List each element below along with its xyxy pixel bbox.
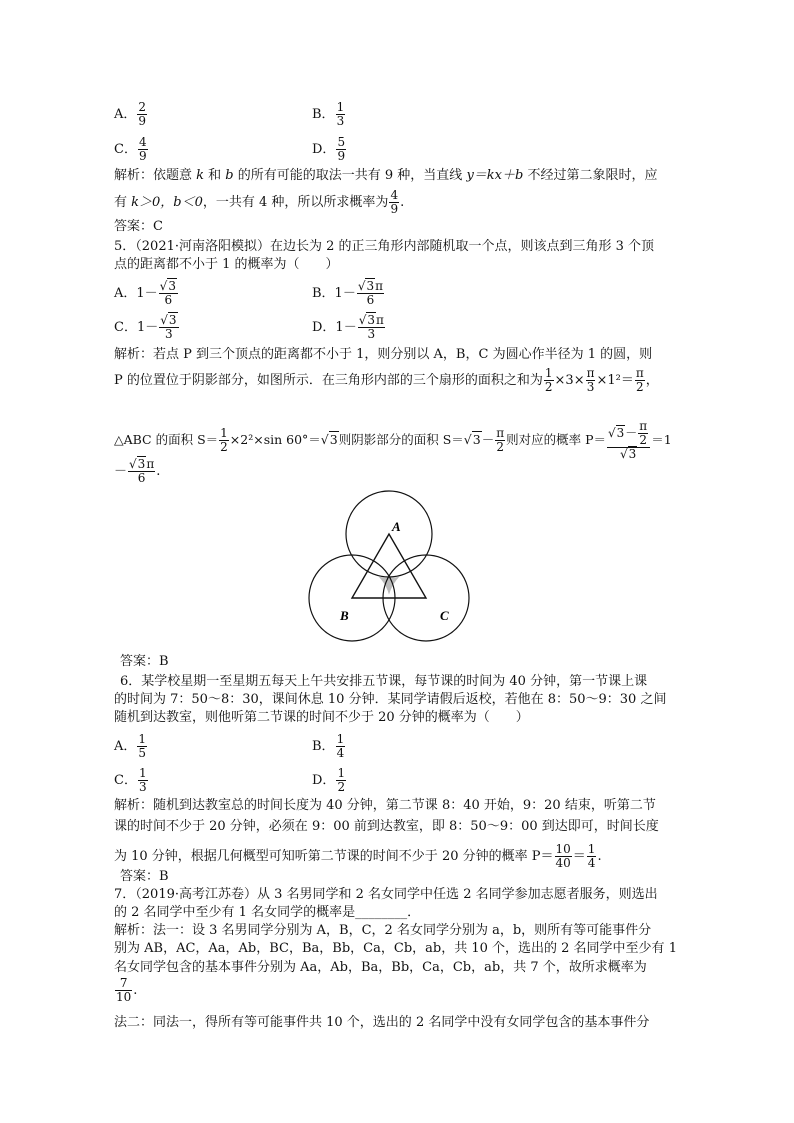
- denominator: 2: [220, 440, 228, 454]
- option-label: B．: [312, 107, 335, 122]
- option-label: D．: [312, 773, 336, 788]
- radicand: 3: [616, 426, 625, 440]
- option-label: D．: [312, 142, 336, 157]
- q6-stem-line-2: 的时间为 7：50～8：30，课间休息 10 分钟．某同学请假后返校，若他在 8：50～9：30 之间: [114, 692, 667, 707]
- q5-option-c: [114, 314, 180, 341]
- q6-solution-line-3: [114, 843, 684, 870]
- fraction: [389, 189, 399, 216]
- q5-option-a: [114, 280, 179, 307]
- q6-answer: 答案：B: [120, 869, 169, 884]
- sqrt: √3: [320, 432, 338, 447]
- fraction: [638, 420, 648, 447]
- text: －: [625, 426, 638, 440]
- q7-stem-line-2: 的 2 名同学中至少有 1 名女同学的概率是________．: [114, 905, 421, 920]
- text: 则对应的概率 P＝: [506, 432, 606, 447]
- numerator: 1: [336, 100, 345, 114]
- denominator: 6: [366, 293, 375, 307]
- fraction: [336, 101, 346, 128]
- denominator: 6: [164, 293, 173, 307]
- text: ，一共有 4 种，所以所求概率为: [202, 195, 389, 210]
- text: △ABC 的面积 S＝: [114, 432, 219, 447]
- text: ＝1: [651, 432, 672, 447]
- triangle-circles-figure: [308, 490, 478, 650]
- option-label: B．1－: [312, 286, 356, 301]
- q5-solution-line-2: [114, 367, 684, 394]
- option-label: A．: [114, 739, 137, 754]
- q7-solution-line-3: 名女同学包含的基本事件分别为 Aa，Ab，Ba，Bb，Ca，Cb，ab，共 7 个，故所求概率为: [114, 960, 647, 975]
- radicand: 3: [168, 313, 177, 327]
- denominator: 3: [138, 780, 147, 794]
- fraction: [115, 977, 132, 1004]
- numerator: π: [496, 426, 505, 440]
- fraction: [219, 427, 229, 454]
- q4-solution-line-2: [114, 189, 684, 216]
- denominator: 4: [587, 856, 596, 870]
- q7-stem-line-1: 7．（2019·高考江苏卷）从 3 名男同学和 2 名女同学中任选 2 名同学参加志愿者服务，则选出: [114, 887, 658, 902]
- numerator: π: [586, 366, 595, 380]
- option-label: C．: [114, 142, 137, 157]
- sqrt: √3: [159, 279, 176, 293]
- q5-solution-line-3: [114, 420, 684, 461]
- fraction: [357, 280, 384, 307]
- numerator: [159, 280, 178, 294]
- numerator: 4: [390, 188, 399, 202]
- q4-solution-line-1: [114, 167, 684, 185]
- text: ＝: [572, 849, 586, 864]
- fraction: [138, 767, 148, 794]
- numerator: [128, 458, 155, 472]
- numerator: 1: [336, 732, 345, 746]
- equation: y＝kx＋b: [466, 168, 524, 183]
- fraction: [159, 314, 178, 341]
- q6-solution-line-1: 解析：随机到达教室总的时间长度为 40 分钟，第二节课 8：40 开始，9：20 结束，听第二节: [114, 798, 656, 813]
- radicand: 3: [329, 432, 338, 447]
- text: 的所有可能的取法一共有 9 种，当直线: [233, 168, 467, 183]
- numerator: [607, 420, 650, 448]
- numerator: π: [639, 419, 648, 433]
- condition: k＞0，b＜0: [131, 195, 203, 210]
- text: －: [481, 432, 495, 447]
- q7-solution-line-4: [114, 977, 684, 1004]
- option-label: B．: [312, 739, 335, 754]
- text: ×2²×sin 60°＝: [229, 432, 321, 447]
- sqrt: √3: [463, 432, 481, 447]
- q5-solution-line-1: 解析：若点 P 到三个顶点的距离都不小于 1，则分别以 A，B，C 为圆心作半径为 1 的圆，则: [114, 347, 653, 362]
- fraction: [159, 280, 178, 307]
- q5-option-b: [312, 280, 385, 307]
- variable: b: [225, 168, 234, 183]
- numerator: 4: [138, 135, 147, 149]
- sqrt: √3: [160, 313, 177, 327]
- denominator: 2: [636, 380, 644, 394]
- q5-option-d: [312, 314, 386, 341]
- fraction: [336, 733, 346, 760]
- numerator: π: [635, 366, 644, 380]
- option-label: C．1－: [114, 320, 159, 335]
- numerator: 7: [115, 977, 132, 991]
- text: 不经过第二象限时，应: [523, 168, 658, 183]
- text: .: [133, 983, 138, 998]
- denominator: 3: [586, 380, 595, 394]
- q7-solution-line-1: 解析：法一：设 3 名男同学分别为 A，B，C，2 名女同学分别为 a，b，则所有等可能事件分: [114, 923, 652, 938]
- denominator: 2: [496, 440, 504, 454]
- variable: k: [196, 168, 205, 183]
- denominator: 4: [336, 746, 345, 760]
- fraction: [336, 767, 346, 794]
- denominator: 40: [555, 856, 571, 870]
- vertex-label-a: A: [392, 519, 401, 534]
- q6-option-d: [312, 767, 347, 794]
- radicand: 3: [367, 313, 375, 327]
- denominator: 3: [336, 114, 345, 128]
- q6-stem-line-1: 6．某学校星期一至星期五每天上午共安排五节课，每节课的时间为 40 分钟，第一节课上课: [120, 674, 648, 689]
- q4-option-d: [312, 136, 347, 163]
- text: 解析：依题意: [114, 168, 197, 183]
- radicand: 3: [366, 279, 375, 293]
- q4-option-b: [312, 101, 346, 128]
- text: .: [597, 849, 602, 864]
- numerator: 1: [138, 766, 147, 780]
- numerator: 5: [337, 135, 346, 149]
- fraction: [586, 367, 596, 394]
- q6-option-a: [114, 733, 148, 760]
- q4-answer: 答案：C: [114, 219, 163, 234]
- radicand: 3: [168, 279, 176, 293]
- vertex-label-b: B: [340, 608, 349, 623]
- sqrt: √3: [619, 447, 637, 461]
- numerator: 1: [544, 366, 553, 380]
- denominator: 3: [367, 327, 376, 341]
- text: －: [114, 464, 128, 479]
- denominator: 9: [138, 114, 147, 128]
- numerator: 1: [138, 732, 147, 746]
- text: ×3×: [554, 373, 585, 388]
- numerator: 10: [555, 842, 571, 856]
- denominator: 3: [165, 327, 173, 341]
- q6-option-b: [312, 733, 346, 760]
- fraction: [495, 427, 505, 454]
- denominator: 10: [116, 990, 132, 1004]
- fraction: [358, 314, 385, 341]
- q6-solution-line-2: 课的时间不少于 20 分钟，必须在 9：00 前到达教室，即 8：50～9：00 到达即可，时间长度: [114, 819, 659, 834]
- fraction: [138, 136, 148, 163]
- text: .: [156, 464, 161, 479]
- radicand: 3: [472, 432, 481, 447]
- fraction: [635, 367, 645, 394]
- fraction: [128, 458, 155, 485]
- text: ，: [645, 373, 659, 388]
- vertex-label-c: C: [440, 608, 449, 623]
- numerator: [159, 314, 178, 328]
- fraction: [137, 101, 147, 128]
- sqrt: √3: [357, 279, 375, 293]
- radicand: 3: [628, 447, 637, 461]
- text: 和: [204, 168, 226, 183]
- numerator: 1: [337, 766, 346, 780]
- q5-stem-line-2: 点的距离都不小于 1 的概率为（ ）: [114, 257, 339, 272]
- sqrt: √3: [607, 426, 625, 440]
- numerator: 1: [220, 426, 228, 440]
- q4-option-a: [114, 101, 148, 128]
- numerator: 1: [587, 842, 596, 856]
- numerator: [357, 280, 384, 294]
- pi: π: [146, 457, 155, 471]
- denominator: 2: [639, 433, 648, 447]
- q5-solution-line-4: [114, 458, 684, 485]
- q5-stem-line-1: 5．（2021·河南洛阳模拟）在边长为 2 的正三角形内部随机取一个点，则该点到三角形 3 个顶: [114, 239, 655, 254]
- option-label: A．1－: [114, 286, 158, 301]
- fraction: [544, 367, 554, 394]
- q7-solution-line-5: 法二：同法一，得所有等可能事件共 10 个，选出的 2 名同学中没有女同学包含的基本事件分: [114, 1015, 650, 1030]
- text: 为 10 分钟，根据几何概型可知听第二节课的时间不少于 20 分钟的概率 P＝: [114, 849, 554, 864]
- denominator: 9: [138, 149, 147, 163]
- option-label: C．: [114, 773, 137, 788]
- shaded-region: [379, 577, 400, 595]
- numerator: [358, 314, 385, 328]
- text: ×1²＝: [596, 373, 634, 388]
- sqrt: √3: [129, 457, 146, 471]
- fraction: [587, 843, 597, 870]
- denominator: 2: [337, 780, 346, 794]
- pi: π: [375, 279, 384, 293]
- fraction: [555, 843, 572, 870]
- numerator: 2: [138, 100, 147, 114]
- q4-option-c: [114, 136, 149, 163]
- fraction: [336, 136, 346, 163]
- denominator: 6: [137, 471, 146, 485]
- denominator: 5: [138, 746, 147, 760]
- q6-option-c: [114, 767, 149, 794]
- denominator: 9: [337, 149, 346, 163]
- denominator: 9: [390, 202, 399, 216]
- radicand: 3: [137, 457, 146, 471]
- q7-solution-line-2: 别为 AB，AC，Aa，Ab，BC，Ba，Bb，Ca，Cb，ab，共 10 个，选出的 2 名同学中至少有 1: [114, 941, 677, 956]
- text: 有: [114, 195, 132, 210]
- sqrt: √3: [358, 313, 375, 327]
- fraction: [137, 733, 147, 760]
- text: P 的位置位于阴影部分，如图所示．在三角形内部的三个扇形的面积之和为: [114, 373, 543, 388]
- q5-answer: 答案：B: [120, 654, 169, 669]
- pi: π: [376, 313, 384, 327]
- big-fraction: [607, 420, 650, 461]
- option-label: D．1－: [312, 320, 357, 335]
- q6-stem-line-3: 随机到达教室，则他听第二节课的时间不少于 20 分钟的概率为（ ）: [114, 710, 529, 725]
- denominator: 2: [544, 380, 553, 394]
- option-label: A．: [114, 107, 137, 122]
- text: .: [400, 195, 405, 210]
- text: 则阴影部分的面积 S＝: [338, 432, 464, 447]
